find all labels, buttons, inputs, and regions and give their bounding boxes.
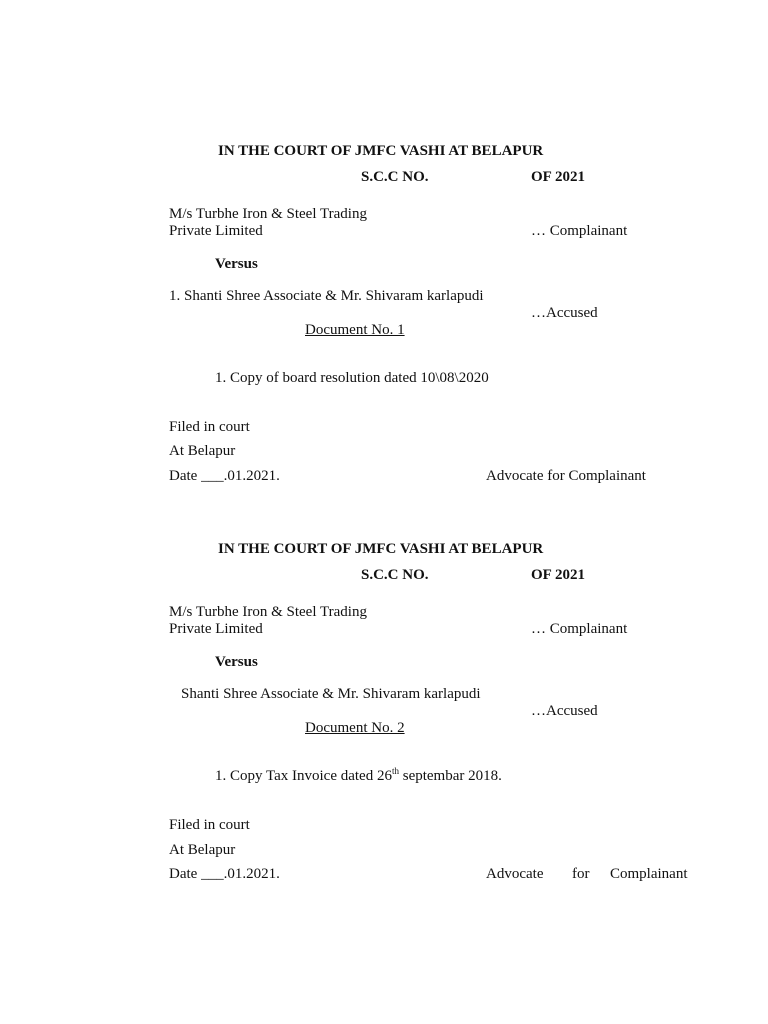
document-item: 1. Copy of board resolution dated 10\08\2020	[215, 370, 489, 386]
court-title: IN THE COURT OF JMFC VASHI AT BELAPUR	[218, 143, 544, 159]
filed-in-court: Filed in court	[169, 419, 250, 435]
scc-year: OF 2021	[531, 169, 586, 185]
filing-place: At Belapur	[169, 842, 236, 858]
advocate-word: Advocate	[486, 866, 544, 882]
versus-label: Versus	[215, 654, 258, 670]
accused-name: 1. Shanti Shree Associate & Mr. Shivaram karlapudi	[169, 288, 484, 304]
document-item-text-end: septembar 2018.	[398, 768, 502, 784]
complainant-name-line2: Private Limited	[169, 621, 263, 637]
document-item	[215, 768, 502, 785]
filing-date: Date ___.01.2021.	[169, 866, 280, 882]
document-number: Document No. 1	[305, 322, 405, 338]
document-item-text: 1. Copy Tax Invoice dated 26	[215, 768, 392, 784]
ordinal-suffix: th	[391, 766, 399, 776]
complainant-name-line1: M/s Turbhe Iron & Steel Trading	[169, 206, 367, 222]
advocate-word: Complainant	[610, 866, 688, 882]
complainant-role: … Complainant	[531, 223, 628, 239]
advocate-signature-line: Advocate for Complainant	[486, 468, 646, 484]
accused-role: …Accused	[531, 703, 598, 719]
scc-year: OF 2021	[531, 567, 586, 583]
complainant-role: … Complainant	[531, 621, 628, 637]
complainant-name-line2: Private Limited	[169, 223, 263, 239]
document-number: Document No. 2	[305, 720, 405, 736]
accused-role: …Accused	[531, 305, 598, 321]
advocate-word: for	[572, 866, 590, 882]
filed-in-court: Filed in court	[169, 817, 250, 833]
versus-label: Versus	[215, 256, 258, 272]
complainant-name-line1: M/s Turbhe Iron & Steel Trading	[169, 604, 367, 620]
scc-number-label: S.C.C NO.	[361, 567, 429, 583]
filing-date: Date ___.01.2021.	[169, 468, 280, 484]
filing-place: At Belapur	[169, 443, 236, 459]
accused-name: Shanti Shree Associate & Mr. Shivaram karlapudi	[181, 686, 481, 702]
scc-number-label: S.C.C NO.	[361, 169, 429, 185]
court-title: IN THE COURT OF JMFC VASHI AT BELAPUR	[218, 541, 544, 557]
